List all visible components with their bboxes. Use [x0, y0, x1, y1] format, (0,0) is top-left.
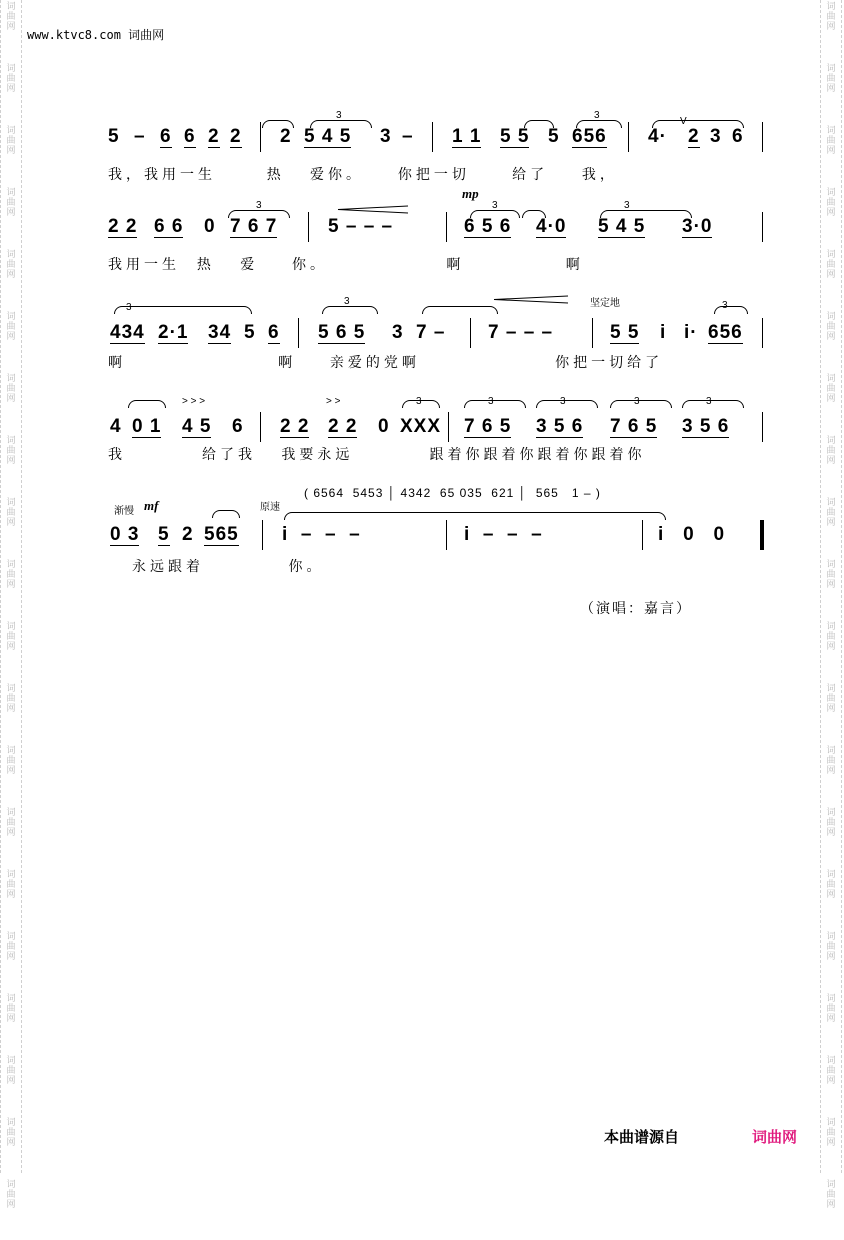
watermark-glyphs: 词 曲 网 — [826, 932, 836, 962]
watermark-glyphs: 词 曲 网 — [6, 436, 16, 466]
site-url[interactable]: www.ktvc8.com — [27, 28, 121, 42]
watermark-glyphs: 词 曲 网 — [826, 250, 836, 280]
watermark-glyphs: 词 曲 网 — [6, 1180, 16, 1210]
watermark-glyphs: 词 曲 网 — [826, 374, 836, 404]
lyrics-row-2: 我用一生 热 爱 你。 啊 啊 — [108, 257, 584, 273]
marking-slowing: 渐慢 — [114, 506, 134, 517]
score-row-5: 渐慢 mf 原速 ( 6564 5453 │ 4342 65 035 621 │ 565 1 – ) 0 3 5 2 565 i – – – i – – – i 0 0 永远跟着 你。 — [108, 486, 768, 520]
watermark-glyphs: 词 曲 网 — [6, 560, 16, 590]
interlude-accompaniment: ( 6564 5453 │ 4342 65 035 621 │ 565 1 – ) — [304, 486, 601, 500]
dynamic-mp: mp — [462, 186, 479, 201]
score-row-4: > > > > > 3 3 3 3 3 4 0 1 4 5 6 2 2 2 2 0 XXX 7 6 5 3 5 6 7 6 5 3 5 6 我 给了我 我要永远 跟着你跟着你跟着你跟着你 — [108, 392, 768, 426]
watermark-glyphs: 词 曲 网 — [826, 1118, 836, 1148]
lyrics-row-5: 永远跟着 你。 — [132, 559, 325, 575]
dynamic-mf: mf — [144, 498, 159, 513]
site-logo[interactable]: 词曲网 — [752, 1128, 798, 1146]
watermark-glyphs: 词 曲 网 — [6, 126, 16, 156]
watermark-glyphs: 词 曲 网 — [6, 622, 16, 652]
watermark-glyphs: 词 曲 网 — [6, 684, 16, 714]
watermark-glyphs: 词 曲 网 — [6, 374, 16, 404]
lyrics-row-1: 我，我用一生 热 爱你。 你把一切 给了 我， — [108, 167, 618, 183]
watermark-glyphs: 词 曲 网 — [826, 870, 836, 900]
score-row-3: 3 3 坚定地 3 434 2·1 34 5 6 5 6 5 3 7 – 7 – – – 5 5 i i· 656 啊 啊 亲爱的党啊 你把一切给了 — [108, 298, 768, 332]
watermark-glyphs: 词 曲 网 — [826, 188, 836, 218]
watermark-glyphs: 词 曲 网 — [826, 622, 836, 652]
watermark-glyphs: 词 曲 网 — [826, 2, 836, 32]
watermark-glyphs: 词 曲 网 — [826, 498, 836, 528]
watermark-glyphs: 词 曲 网 — [6, 250, 16, 280]
performer-credit: （演唱：嘉言） — [580, 601, 692, 617]
watermark-glyphs: 词 曲 网 — [6, 64, 16, 94]
watermark-glyphs: 词 曲 网 — [826, 808, 836, 838]
site-name[interactable]: 词曲网 — [128, 28, 165, 42]
watermark-glyphs: 词 曲 网 — [826, 1056, 836, 1086]
watermark-glyphs: 词 曲 网 — [6, 2, 16, 32]
score-row-1: 3 3 V 5 – 6 6 2 2 2 5 4 5 3 – 1 1 5 5 5 656 4· 2 3 6 我，我用一生 热 爱你。 你把一切 给了 我， — [108, 116, 768, 150]
marking-original-tempo: 原速 — [260, 502, 280, 513]
watermark-glyphs: 词 曲 网 — [6, 932, 16, 962]
left-watermark-strip — [0, 0, 22, 1210]
source-label: 本曲谱源自 — [604, 1128, 680, 1146]
watermark-glyphs: 词 曲 网 — [826, 560, 836, 590]
watermark-glyphs: 词 曲 网 — [6, 498, 16, 528]
watermark-glyphs: 词 曲 网 — [6, 312, 16, 342]
right-watermark-strip — [820, 0, 842, 1210]
lyrics-row-3: 啊 啊 亲爱的党啊 你把一切给了 — [108, 355, 664, 371]
watermark-glyphs: 词 曲 网 — [826, 126, 836, 156]
marking-firm: 坚定地 — [590, 298, 620, 309]
watermark-glyphs: 词 曲 网 — [826, 312, 836, 342]
watermark-glyphs: 词 曲 网 — [826, 684, 836, 714]
watermark-glyphs: 词 曲 网 — [826, 64, 836, 94]
watermark-glyphs: 词 曲 网 — [6, 808, 16, 838]
watermark-glyphs: 词 曲 网 — [6, 746, 16, 776]
watermark-glyphs: 词 曲 网 — [6, 1118, 16, 1148]
watermark-glyphs: 词 曲 网 — [6, 994, 16, 1024]
watermark-glyphs: 词 曲 网 — [6, 1056, 16, 1086]
decrescendo-hairpin — [494, 296, 568, 303]
watermark-glyphs: 词 曲 网 — [826, 746, 836, 776]
watermark-glyphs: 词 曲 网 — [826, 1180, 836, 1210]
lyrics-row-4: 我 给了我 我要永远 跟着你跟着你跟着你跟着你 — [108, 447, 646, 463]
watermark-glyphs: 词 曲 网 — [826, 994, 836, 1024]
watermark-glyphs: 词 曲 网 — [826, 436, 836, 466]
watermark-glyphs: 词 曲 网 — [6, 188, 16, 218]
watermark-glyphs: 词 曲 网 — [6, 870, 16, 900]
score-row-2: 3 mp 3 3 2 2 6 6 0 7 6 7 5 – – – 6 5 6 4·0 5 4 5 3·0 我用一生 热 爱 你。 啊 啊 — [108, 206, 768, 240]
site-header[interactable] — [27, 26, 164, 43]
